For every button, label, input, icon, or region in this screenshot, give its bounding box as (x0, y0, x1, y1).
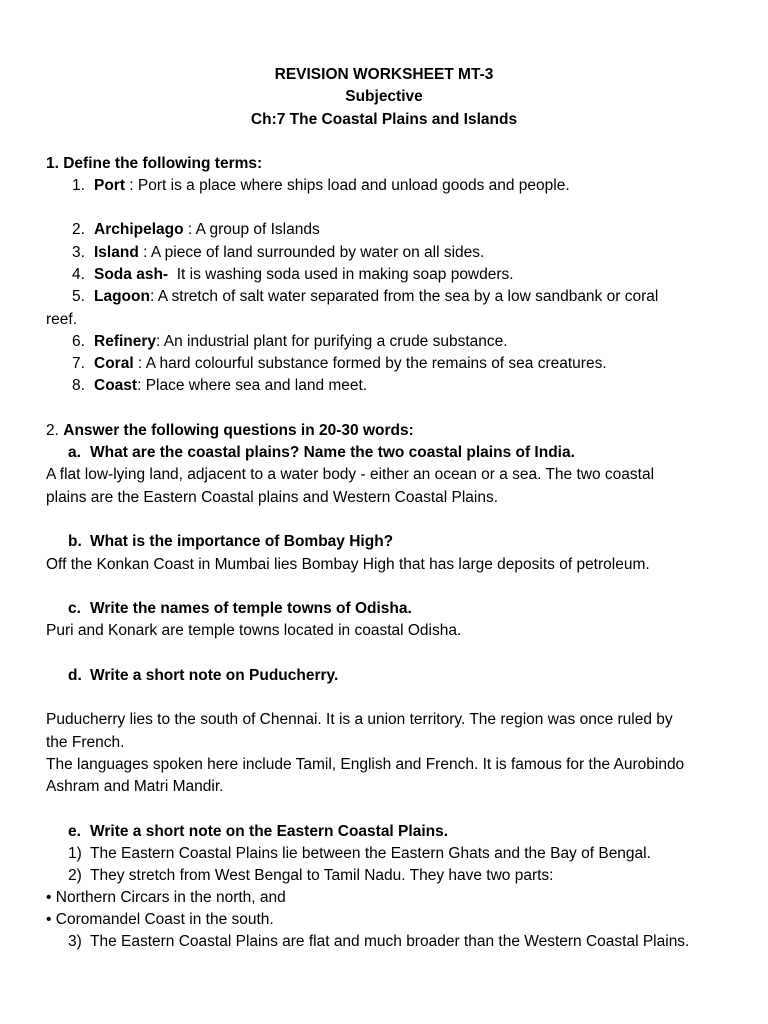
term-item: 7. Coral : A hard colourful substance formed by the remains of sea creatures. (72, 355, 607, 372)
question-b: b. What is the importance of Bombay High? (68, 533, 394, 550)
numbered-point: 1) The Eastern Coastal Plains lie between the Eastern Ghats and the Bay of Bengal. (68, 845, 651, 862)
section2-heading: 2. Answer the following questions in 20-30 words: (46, 422, 414, 439)
answer-line: Ashram and Matri Mandir. (46, 778, 224, 795)
answer-line: Puducherry lies to the south of Chennai. It is a union territory. The region was once ruled by (46, 711, 673, 728)
answer-line: Puri and Konark are temple towns located in coastal Odisha. (46, 622, 462, 639)
numbered-point: 3) The Eastern Coastal Plains are flat and much broader than the Western Coastal Plains. (68, 933, 690, 950)
question-a: a. What are the coastal plains? Name the two coastal plains of India. (68, 444, 575, 461)
question-e: e. Write a short note on the Eastern Coastal Plains. (68, 823, 449, 840)
numbered-point: 2) They stretch from West Bengal to Tamil Nadu. They have two parts: (68, 867, 554, 884)
term-item: 1. Port : Port is a place where ships load and unload goods and people. (72, 177, 570, 194)
term-item: 6. Refinery: An industrial plant for purifying a crude substance. (72, 333, 508, 350)
answer-line: plains are the Eastern Coastal plains and Western Coastal Plains. (46, 489, 499, 506)
answer-line: Off the Konkan Coast in Mumbai lies Bombay High that has large deposits of petroleum. (46, 556, 650, 573)
term-item: 2. Archipelago : A group of Islands (72, 221, 320, 238)
question-d: d. Write a short note on Puducherry. (68, 667, 339, 684)
question-c: c. Write the names of temple towns of Odisha. (68, 600, 412, 617)
answer-line: The languages spoken here include Tamil, English and French. It is famous for the Aurobindo (46, 756, 685, 773)
bullet-point: • Coromandel Coast in the south. (46, 911, 274, 928)
answer-line: A flat low-lying land, adjacent to a water body - either an ocean or a sea. The two coastal (46, 466, 655, 483)
term-item: 8. Coast: Place where sea and land meet. (72, 377, 368, 394)
term-item: 3. Island : A piece of land surrounded by water on all sides. (72, 244, 485, 261)
chapter-title: Ch:7 The Coastal Plains and Islands (250, 111, 518, 128)
worksheet-subtitle: Subjective (345, 88, 423, 105)
term-item: 5. Lagoon: A stretch of salt water separated from the sea by a low sandbank or coral (72, 288, 659, 305)
worksheet-title: REVISION WORKSHEET MT-3 (274, 66, 494, 83)
term-item: 4. Soda ash- It is washing soda used in making soap powders. (72, 266, 514, 283)
answer-line: the French. (46, 734, 125, 751)
term-item-continuation: reef. (46, 311, 78, 328)
section1-heading: 1. Define the following terms: (46, 155, 263, 172)
bullet-point: • Northern Circars in the north, and (46, 889, 286, 906)
